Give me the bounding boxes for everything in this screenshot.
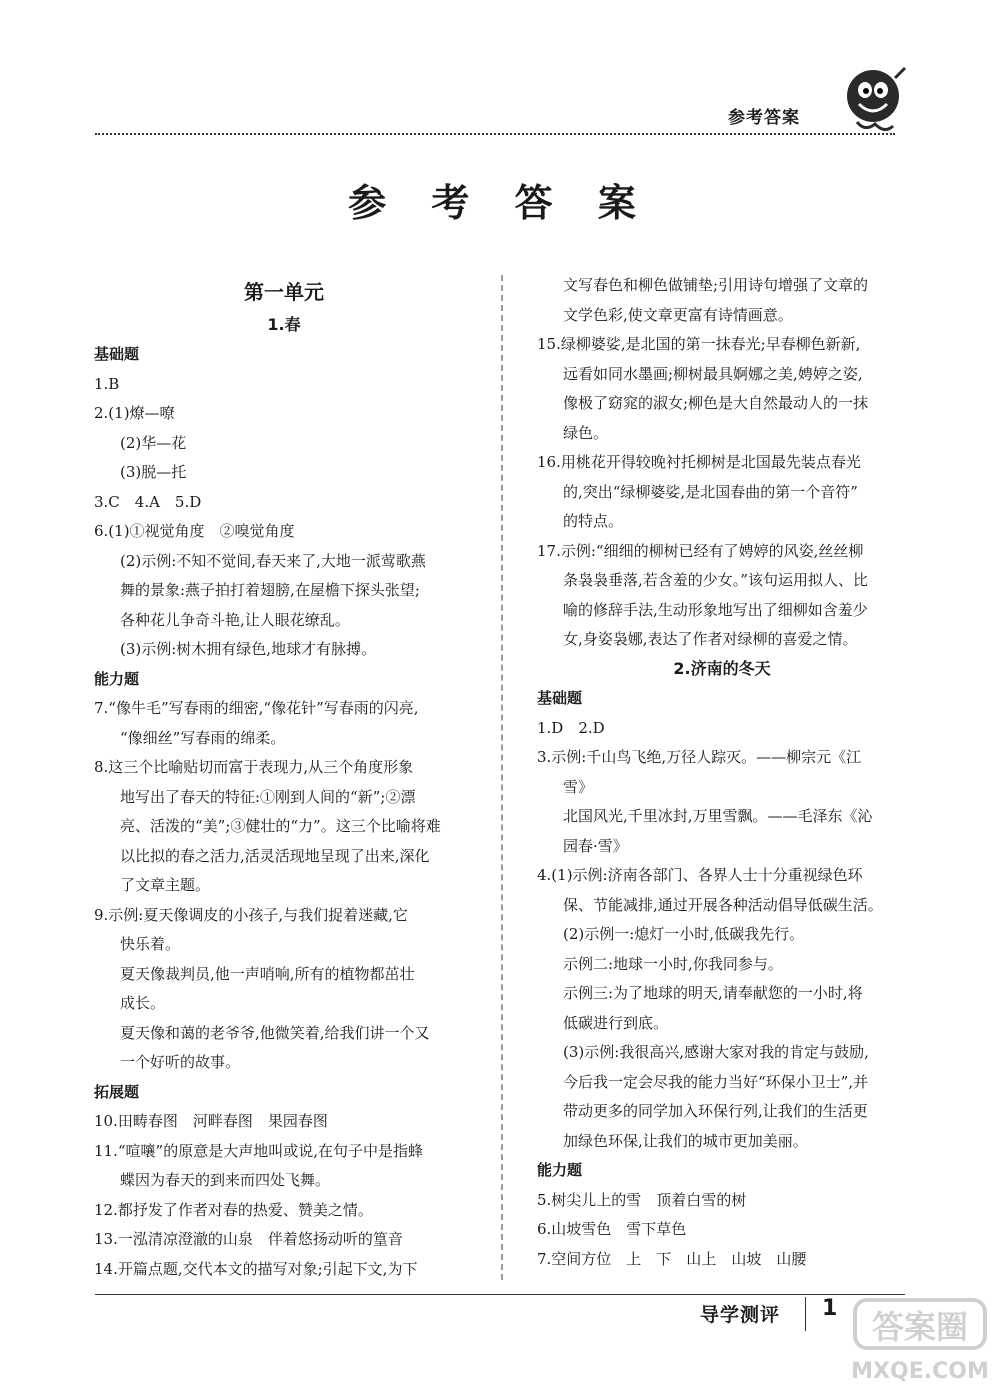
page-number: 1 bbox=[822, 1296, 838, 1321]
right_column-indent-7: 的,突出“绿柳婆娑,是北国春曲的第一个音符” bbox=[563, 482, 858, 501]
page-title: 参 考 答 案 bbox=[348, 180, 652, 225]
left_column-line-32: 13.一泓清凉澄澈的山泉 伴着悠扬动听的篁音 bbox=[94, 1230, 403, 1248]
left_column-indent-19: 以比拟的春之活力,活灵活现地呈现了出来,深化 bbox=[120, 846, 430, 865]
left_column-line-28: 10.田畴春图 河畔春图 果园春图 bbox=[94, 1112, 328, 1130]
right_column-line-6: 16.用桃花开得较晚衬托柳树是北国最先装点春光 bbox=[537, 453, 861, 471]
left_column-indent-17: 地写出了春天的特征:①刚到人间的“新”;②漂 bbox=[120, 787, 416, 806]
right_column-indent-18: 北国风光,千里冰封,万里雪飘。——毛泽东《沁 bbox=[563, 807, 873, 825]
right_column-indent-19: 园春·雪》 bbox=[563, 836, 628, 855]
left_column-indent-9: (2)示例:不知不觉间,春天来了,大地一派莺歌燕 bbox=[120, 551, 426, 570]
right_column-indent-22: (2)示例一:熄灯一小时,低碳我先行。 bbox=[563, 925, 805, 943]
right_column-indent-28: 带动更多的同学加入环保行列,让我们的生活更 bbox=[563, 1102, 868, 1120]
left_column-unit-0: 第一单元 bbox=[244, 280, 324, 304]
left_column-line-31: 12.都抒发了作者对春的热爱、赞美之情。 bbox=[94, 1200, 373, 1219]
footer-separator bbox=[805, 1297, 806, 1331]
right_column-indent-8: 的特点。 bbox=[563, 512, 624, 530]
right_column-line-15: 1.D 2.D bbox=[537, 718, 605, 737]
left_column-indent-20: 了文章主题。 bbox=[120, 876, 211, 894]
right_column-indent-12: 女,身姿袅娜,表达了作者对绿柳的喜爱之情。 bbox=[563, 630, 858, 648]
right_column-line-2: 15.绿柳婆娑,是北国的第一抹春光;早春柳色新新, bbox=[537, 335, 861, 353]
right_column-indent-27: 今后我一定会尽我的能力当好“环保小卫士”,并 bbox=[563, 1072, 869, 1091]
right_column-line-16: 3.示例:千山鸟飞绝,万径人踪灭。——柳宗元《江 bbox=[537, 748, 862, 766]
watermark-logo bbox=[845, 1290, 995, 1390]
left_column-indent-11: 各种花儿争奇斗艳,让人眼花缭乱。 bbox=[120, 610, 350, 629]
right_column-indent-23: 示例二:地球一小时,你我同参与。 bbox=[563, 954, 783, 973]
left_column-line-3: 1.B bbox=[94, 374, 120, 393]
right_column-line-33: 7.空间方位 上 下 山上 山坡 山腰 bbox=[537, 1249, 807, 1268]
left_column-indent-5: (2)华—花 bbox=[120, 433, 187, 452]
footer-book-label: 导学测评 bbox=[700, 1304, 781, 1326]
left_column-indent-25: 夏天像和蔼的老爷爷,他微笑着,给我们讲一个又 bbox=[120, 1023, 430, 1042]
right_column-line-31: 5.树尖儿上的雪 顶着白雪的树 bbox=[537, 1190, 747, 1209]
right_column-line-9: 17.示例:“细细的柳树已经有了娉婷的风姿,丝丝柳 bbox=[537, 541, 864, 560]
right_column-indent-21: 保、节能减排,通过开展各种活动倡导低碳生活。 bbox=[563, 895, 883, 914]
right_column-indent-4: 像极了窈窕的淑女;柳色是大自然最动人的一抹 bbox=[563, 394, 869, 412]
left_column-line-21: 9.示例:夏天像调皮的小孩子,与我们捉着迷藏,它 bbox=[94, 905, 408, 924]
header-rule bbox=[95, 133, 895, 135]
left_column-indent-26: 一个好听的故事。 bbox=[120, 1053, 241, 1071]
right_column-indent-10: 条袅袅垂落,若含羞的少女。”该句运用拟人、比 bbox=[563, 571, 868, 589]
right_column-section-14: 基础题 bbox=[537, 689, 583, 707]
left_column-indent-12: (3)示例:树木拥有绿色,地球才有脉搏。 bbox=[120, 640, 377, 658]
right_column-line-20: 4.(1)示例:济南各部门、各界人士十分重视绿色环 bbox=[537, 866, 863, 884]
right_column-indent-25: 低碳进行到底。 bbox=[563, 1013, 669, 1032]
watermark-url: MXQE.COM bbox=[851, 1359, 989, 1384]
left_column-section-27: 拓展题 bbox=[94, 1082, 140, 1101]
left_column-line-29: 11.“喧嚷”的原意是大声地叫或说,在句子中是指蜂 bbox=[94, 1141, 423, 1160]
left_column-indent-18: 亮、活泼的“美”;③健壮的“力”。这三个比喻将难 bbox=[120, 817, 441, 835]
right_column-lesson-13: 2.济南的冬天 bbox=[673, 658, 771, 678]
header-section-label: 参考答案 bbox=[728, 108, 800, 128]
mascot-icon bbox=[835, 60, 915, 140]
right_column-indent-5: 绿色。 bbox=[563, 423, 609, 442]
left_column-indent-24: 成长。 bbox=[120, 994, 166, 1012]
right_column-indent-3: 远看如同水墨画;柳树最具婀娜之美,娉婷之姿, bbox=[563, 364, 863, 383]
right_column-indent-11: 喻的修辞手法,生动形象地写出了细柳如含羞少 bbox=[563, 600, 868, 619]
left_column-line-8: 6.(1)①视觉角度 ②嗅觉角度 bbox=[94, 522, 295, 540]
right_column-indent-26: (3)示例:我很高兴,感谢大家对我的肯定与鼓励, bbox=[563, 1043, 869, 1061]
watermark-text: 答案圈 bbox=[871, 1308, 969, 1346]
left_column-line-33: 14.开篇点题,交代本文的描写对象;引起下文,为下 bbox=[94, 1259, 418, 1278]
left_column-indent-10: 舞的景象:燕子拍打着翅膀,在屋檐下探头张望; bbox=[120, 581, 420, 599]
right_column-indent-17: 雪》 bbox=[563, 777, 594, 796]
footer-rule bbox=[95, 1294, 905, 1295]
right_column-indent-0: 文写春色和柳色做铺垫;引用诗句增强了文章的 bbox=[563, 276, 869, 294]
right_column-indent-24: 示例三:为了地球的明天,请奉献您的一小时,将 bbox=[563, 984, 863, 1002]
left_column-section-2: 基础题 bbox=[94, 345, 140, 363]
left_column-indent-30: 蝶因为春天的到来而四处飞舞。 bbox=[120, 1171, 331, 1189]
right_column-indent-1: 文学色彩,使文章更富有诗情画意。 bbox=[563, 305, 793, 324]
right_column-indent-29: 加绿色环保,让我们的城市更加美丽。 bbox=[563, 1131, 808, 1150]
left_column-indent-22: 快乐着。 bbox=[120, 935, 181, 953]
left_column-indent-6: (3)脱—托 bbox=[120, 463, 187, 481]
left_column-section-13: 能力题 bbox=[94, 669, 140, 688]
column-divider bbox=[501, 275, 503, 1280]
left_column-line-14: 7.“像牛毛”写春雨的细密,“像花针”写春雨的闪亮, bbox=[94, 699, 419, 717]
left_column-indent-15: “像细丝”写春雨的绵柔。 bbox=[120, 728, 286, 747]
right_column-line-32: 6.山坡雪色 雪下草色 bbox=[537, 1220, 687, 1238]
left_column-line-7: 3.C 4.A 5.D bbox=[94, 492, 202, 511]
left_column-lesson-1: 1.春 bbox=[267, 314, 301, 334]
left_column-line-16: 8.这三个比喻贴切而富于表现力,从三个角度形象 bbox=[94, 758, 414, 776]
left_column-indent-23: 夏天像裁判员,他一声哨响,所有的植物都茁壮 bbox=[120, 964, 415, 983]
right_column-section-30: 能力题 bbox=[537, 1161, 583, 1179]
left_column-line-4: 2.(1)燎—嘹 bbox=[94, 404, 175, 422]
